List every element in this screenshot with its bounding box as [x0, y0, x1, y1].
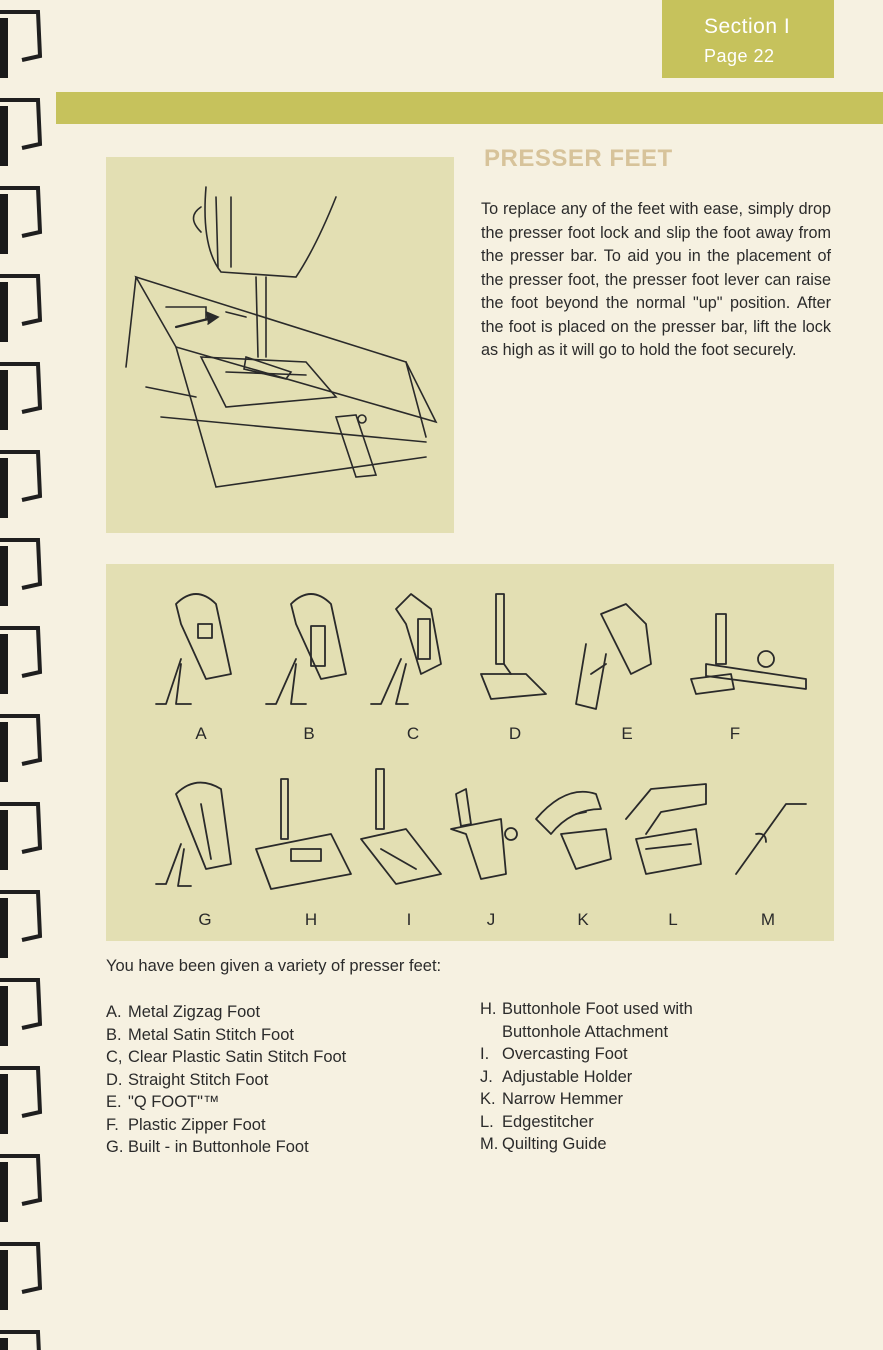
list-item [106, 1136, 346, 1159]
list-item [106, 1114, 346, 1137]
figure-label-j: J [486, 910, 496, 929]
foot-k-drawing [536, 792, 611, 869]
list-item [106, 1001, 346, 1024]
feet-list-left [106, 1001, 346, 1159]
figure-label-k: K [577, 910, 589, 929]
list-item-text: Narrow Hemmer [502, 1090, 624, 1108]
binding-coil-edge [0, 810, 8, 870]
foot-c-drawing [371, 594, 441, 704]
sewing-machine-drawing [106, 157, 454, 533]
figure-label-d: D [508, 724, 522, 743]
list-item [480, 1066, 693, 1089]
list-item-text: Quilting Guide [502, 1135, 607, 1153]
machine-illustration [106, 157, 454, 533]
foot-f-drawing [691, 614, 806, 694]
binding-coil-edge [0, 1250, 8, 1310]
list-item-key: A. [106, 1003, 122, 1021]
section-heading: PRESSER FEET [484, 145, 673, 172]
section-tab [662, 0, 834, 78]
figure-label-e: E [621, 724, 633, 743]
list-item [480, 1021, 693, 1044]
foot-i-drawing [361, 769, 441, 884]
list-item-text: Adjustable Holder [502, 1067, 633, 1086]
binding-coil-edge [0, 18, 8, 78]
foot-d-drawing [481, 594, 546, 699]
list-item-key: M. [480, 1135, 499, 1153]
figure-label-h: H [304, 910, 318, 929]
list-item [480, 1133, 693, 1156]
list-item-key: B. [106, 1025, 122, 1044]
list-item [480, 1111, 693, 1134]
binding-coil-edge [0, 546, 8, 606]
list-item-text: Buttonhole Attachment [502, 1022, 669, 1041]
list-item-text: Plastic Zipper Foot [128, 1115, 266, 1134]
list-item [480, 1088, 693, 1111]
spiral-binding [0, 0, 58, 1350]
binding-coil-edge [0, 194, 8, 254]
presser-feet-drawings [106, 564, 834, 941]
binding-coil-edge [0, 370, 8, 430]
list-item-text: Metal Zigzag Foot [128, 1003, 261, 1021]
list-item-key: L. [480, 1112, 494, 1131]
list-item-text: Straight Stitch Foot [128, 1070, 269, 1089]
list-item-text: Built - in Buttonhole Foot [128, 1138, 309, 1156]
foot-j-drawing [451, 789, 517, 879]
feet-list-right [480, 998, 693, 1156]
binding-coil-edge [0, 898, 8, 958]
foot-a-drawing [156, 594, 231, 704]
list-item-key: C, [106, 1048, 123, 1066]
binding-coil-edge [0, 722, 8, 782]
list-item-text: "Q FOOT"™ [128, 1093, 220, 1111]
figure-label-i: I [406, 910, 412, 929]
list-item-key: D. [106, 1070, 123, 1089]
figure-label-f: F [729, 724, 741, 743]
list-item-text: Overcasting Foot [502, 1045, 628, 1063]
list-item-key: E. [106, 1093, 122, 1111]
list-item [480, 1043, 693, 1066]
list-item-key: G. [106, 1138, 124, 1156]
presser-feet-illustration [106, 564, 834, 941]
list-item-key: F. [106, 1115, 119, 1134]
list-item-text: Edgestitcher [502, 1112, 594, 1131]
foot-l-drawing [626, 784, 706, 874]
list-item [106, 1091, 346, 1114]
list-item-text: Buttonhole Foot used with [502, 1000, 693, 1018]
figure-label-m: M [760, 910, 776, 929]
binding-coil-edge [0, 986, 8, 1046]
figure-label-g: G [198, 910, 212, 929]
figure-label-l: L [668, 910, 678, 929]
foot-b-drawing [266, 594, 346, 704]
list-item [480, 998, 693, 1021]
binding-coil-edge [0, 282, 8, 342]
list-item-key: I. [480, 1045, 490, 1063]
binding-coil-edge [0, 1074, 8, 1134]
section-label: Section I [704, 15, 791, 38]
figure-label-b: B [303, 724, 315, 743]
figure-label-a: A [195, 724, 207, 743]
binding-coil-edge [0, 634, 8, 694]
list-item-key: H. [480, 1000, 497, 1018]
binding-coil-edge [0, 1162, 8, 1222]
binding-coil-edge [0, 1338, 8, 1350]
list-intro: You have been given a variety of presser feet: [106, 957, 442, 975]
list-item-key: K. [480, 1090, 496, 1108]
foot-e-drawing [576, 604, 651, 709]
list-item-text: Metal Satin Stitch Foot [128, 1025, 294, 1044]
page-number: Page 22 [704, 46, 775, 66]
binding-coil-edge [0, 458, 8, 518]
list-item-key: J. [480, 1067, 493, 1086]
list-item-key [480, 1021, 502, 1044]
header-band [56, 92, 883, 124]
list-item [106, 1024, 346, 1047]
foot-m-drawing [736, 804, 806, 874]
foot-g-drawing [156, 783, 231, 886]
instructions-paragraph: To replace any of the feet with ease, simply drop the presser foot lock and slip the foot away from the presser bar. To aid you in the placement of the presser foot, the presser foot lever can raise the foot beyond the normal "up" position. After the foot is placed on the presser bar, lift the lock as high as it will go to hold the foot securely. [481, 200, 831, 359]
figure-label-c: C [406, 724, 420, 743]
list-item [106, 1069, 346, 1092]
list-item [106, 1046, 346, 1069]
list-item-text: Clear Plastic Satin Stitch Foot [128, 1048, 347, 1066]
foot-h-drawing [256, 779, 351, 889]
binding-coil-edge [0, 106, 8, 166]
